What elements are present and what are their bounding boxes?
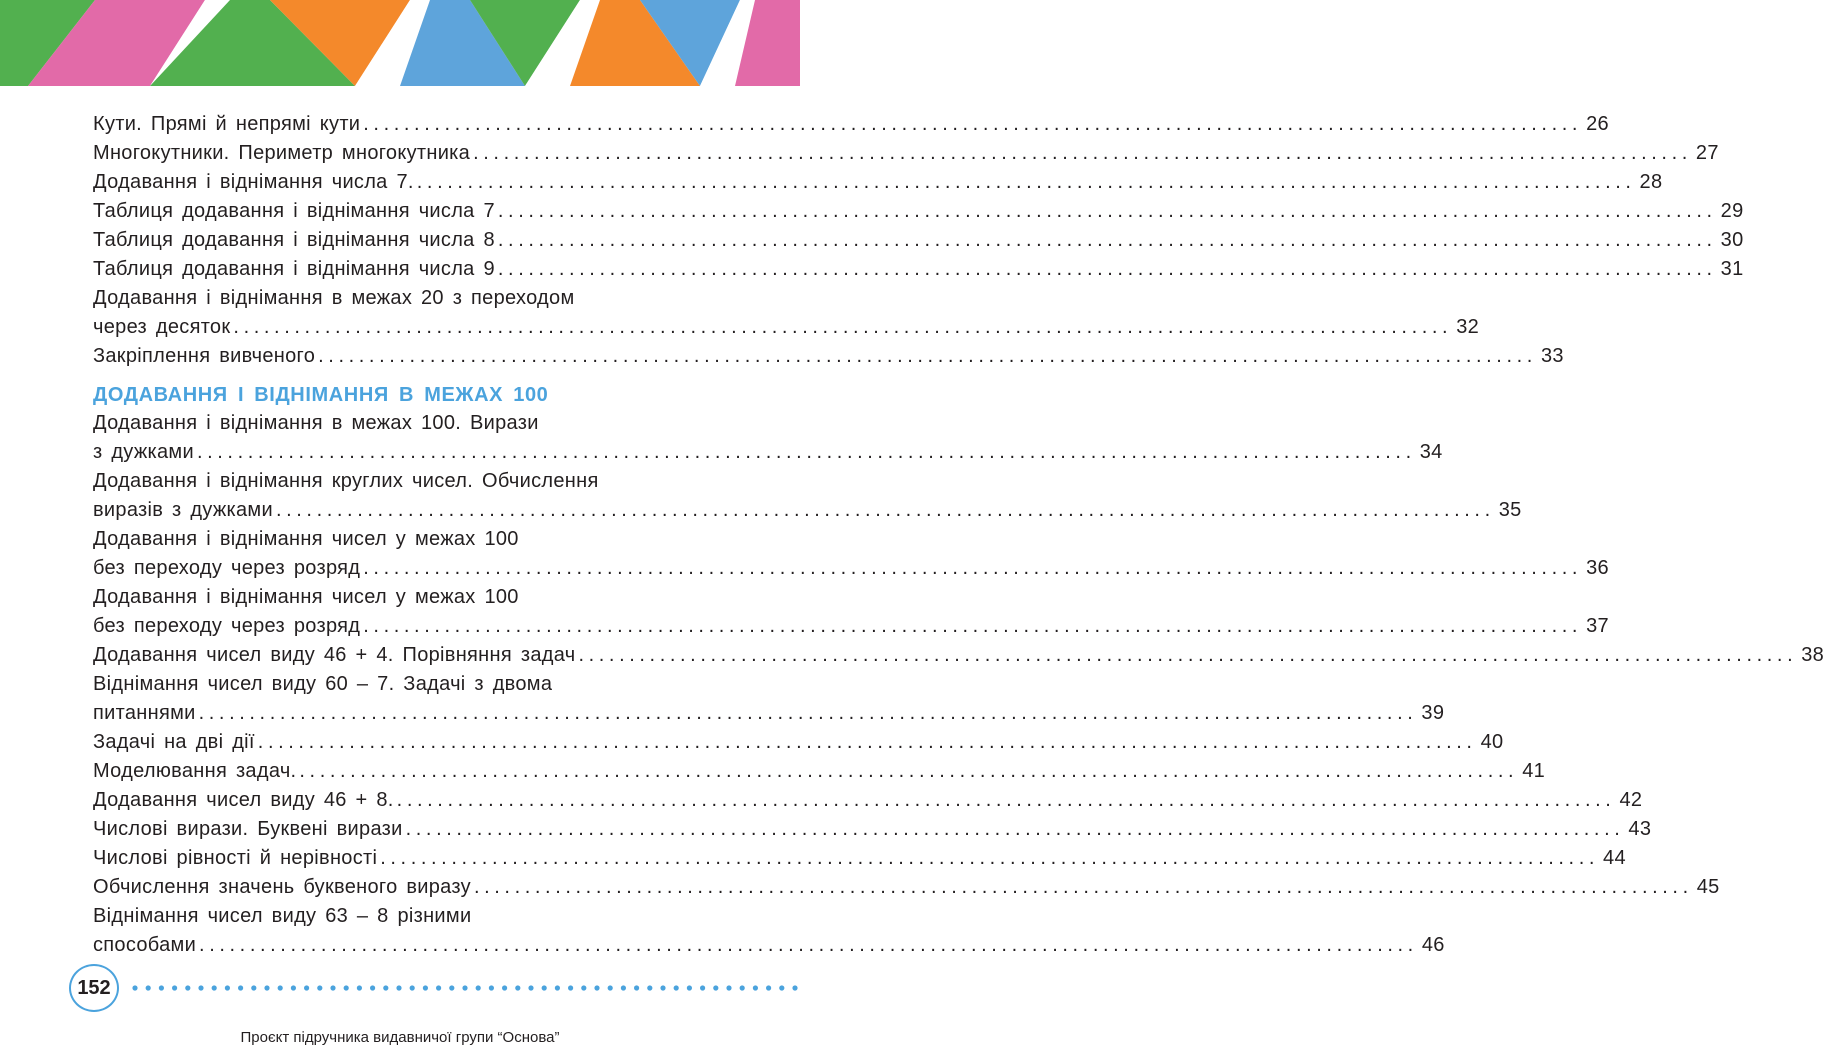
toc-entry <box>93 197 1744 226</box>
toc-entry-page: 37 <box>1586 615 1609 637</box>
decorative-dot <box>542 985 547 990</box>
dot-leader: ........................................................................................................................ <box>363 615 1583 637</box>
decorative-dot <box>581 985 586 990</box>
toc-entry <box>93 902 1445 960</box>
toc-entry-last-line <box>93 168 1663 197</box>
dot-leader: ........................................................................................................................ <box>275 499 1495 521</box>
toc-entry-title-line: Таблиця додавання і віднімання числа 8 <box>93 229 495 251</box>
decorative-dot <box>251 985 256 990</box>
dot-leader: ........................................................................................................................ <box>473 876 1693 898</box>
dot-leader: ........................................................................................................................ <box>578 644 1798 666</box>
dot-leader: ........................................................................................................................ <box>363 557 1583 579</box>
decorative-dot <box>357 985 362 990</box>
toc-entry-last-line <box>93 641 1824 670</box>
toc-entry <box>93 467 1522 525</box>
toc-entry-title-line: Додавання і віднімання чисел у межах 100 <box>93 586 519 608</box>
dot-leader: ........................................................................................................................ <box>416 171 1636 193</box>
toc-entry-title-line: без переходу через розряд <box>93 615 361 637</box>
toc-entry <box>93 786 1643 815</box>
decorative-top-banner <box>0 0 800 86</box>
footer-text: Проєкт підручника видавничої групи “Основа” <box>240 1029 560 1046</box>
toc-entry <box>93 168 1663 197</box>
decorative-dot <box>146 985 151 990</box>
toc-entry <box>93 284 1480 342</box>
toc-entry-last-line <box>93 139 1719 168</box>
toc-entry-last-line <box>93 226 1744 255</box>
page-number-badge <box>69 964 119 1012</box>
decorative-dot <box>370 985 375 990</box>
toc-entry-last-line <box>93 496 1522 525</box>
decorative-dot <box>713 985 718 990</box>
decorative-dot <box>198 985 203 990</box>
dot-leader: ........................................................................................................................ <box>405 818 1625 840</box>
dot-leader: ........................................................................................................................ <box>380 847 1600 869</box>
toc-entry-title-line: Додавання і віднімання в межах 100. Вирази <box>93 412 539 434</box>
toc-entry-page: 46 <box>1421 934 1445 956</box>
toc-entry <box>93 226 1744 255</box>
toc-entry-title-line: Додавання чисел виду 46 + 4. Порівняння задач <box>93 644 576 666</box>
toc-entry <box>93 583 1609 641</box>
decorative-dot <box>792 985 797 990</box>
decorative-dot <box>225 985 230 990</box>
decorative-dot <box>330 985 335 990</box>
dot-leader: ........................................................................................................................ <box>198 702 1418 724</box>
toc-entry-last-line <box>93 342 1564 371</box>
decorative-dot-row <box>131 983 800 993</box>
toc-entry-title-line: Таблиця додавання і віднімання числа 9 <box>93 258 495 280</box>
toc-entry-title-line: Моделювання задач. <box>93 760 297 782</box>
decorative-dot <box>647 985 652 990</box>
decorative-dot <box>291 985 296 990</box>
toc-entry-page: 45 <box>1696 876 1720 898</box>
decorative-dot <box>449 985 454 990</box>
dot-leader: ........................................................................................................................ <box>497 229 1717 251</box>
toc-entry-page: 38 <box>1801 644 1824 666</box>
toc-entry <box>93 815 1652 844</box>
decorative-dot <box>159 985 164 990</box>
decorative-dot <box>555 985 560 990</box>
toc-entry-title-line: з дужками <box>93 441 194 463</box>
decorative-dot <box>766 985 771 990</box>
toc-entry <box>93 409 1443 467</box>
decorative-dot <box>726 985 731 990</box>
toc-entry-last-line <box>93 313 1480 342</box>
decorative-dot <box>660 985 665 990</box>
toc-entry <box>93 670 1445 728</box>
decorative-dot <box>674 985 679 990</box>
toc-entry <box>93 255 1744 284</box>
decorative-dot <box>396 985 401 990</box>
toc-entry-title-line: Числові вирази. Буквені вирази <box>93 818 403 840</box>
page-number: 152 <box>77 976 111 999</box>
table-of-contents <box>93 110 1824 960</box>
decorative-dot <box>594 985 599 990</box>
toc-entry-title-line: Додавання і віднімання круглих чисел. Обчислення <box>93 470 599 492</box>
decorative-dot <box>568 985 573 990</box>
decorative-dot <box>212 985 217 990</box>
decorative-dot <box>700 985 705 990</box>
toc-entry-page: 31 <box>1720 258 1744 280</box>
decorative-dot <box>740 985 745 990</box>
toc-entry-last-line <box>93 197 1744 226</box>
toc-entry-title-line: Таблиця додавання і віднімання числа 7 <box>93 200 495 222</box>
toc-entry-title-line: Додавання і віднімання чисел у межах 100 <box>93 528 519 550</box>
toc-entry-page: 28 <box>1639 171 1663 193</box>
decorative-dot <box>687 985 692 990</box>
decorative-dot <box>317 985 322 990</box>
toc-entry-page: 39 <box>1421 702 1445 724</box>
toc-entry-title-line: Многокутники. Периметр многокутника <box>93 142 471 164</box>
dot-leader: ........................................................................................................................ <box>396 789 1616 811</box>
toc-entry-page: 26 <box>1586 113 1609 135</box>
toc-entry-page: 36 <box>1586 557 1609 579</box>
decorative-dot <box>410 985 415 990</box>
toc-entry-last-line <box>93 110 1609 139</box>
toc-entries-after-heading <box>93 409 1824 960</box>
decorative-dot <box>436 985 441 990</box>
toc-entry <box>93 342 1564 371</box>
dot-leader: ........................................................................................................................ <box>199 934 1418 956</box>
toc-entry-page: 27 <box>1695 142 1719 164</box>
toc-entry-title-line: Віднімання чисел виду 63 – 8 різними <box>93 905 472 927</box>
decorative-dot <box>278 985 283 990</box>
toc-entry-last-line <box>93 554 1609 583</box>
toc-entry-title-line: без переходу через розряд <box>93 557 361 579</box>
decorative-dot <box>621 985 626 990</box>
toc-entry <box>93 757 1546 786</box>
toc-entry <box>93 728 1504 757</box>
toc-entry-title-line: Обчислення значень буквеного виразу <box>93 876 471 898</box>
toc-entries-before-heading <box>93 110 1744 371</box>
toc-entry-last-line <box>93 612 1609 641</box>
toc-entry-last-line <box>93 699 1445 728</box>
decorative-dot <box>185 985 190 990</box>
toc-entry <box>93 844 1626 873</box>
toc-entry-title-line: способами <box>93 934 197 956</box>
toc-entry-title-line: через десяток <box>93 316 231 338</box>
toc-entry-page: 30 <box>1720 229 1744 251</box>
toc-entry-title-line: питаннями <box>93 702 196 724</box>
toc-entry-last-line <box>93 931 1445 960</box>
dot-leader: ........................................................................................................................ <box>473 142 1692 164</box>
dot-leader: ........................................................................................................................ <box>233 316 1453 338</box>
toc-entry-page: 29 <box>1720 200 1744 222</box>
dot-leader: ........................................................................................................................ <box>318 345 1537 367</box>
decorative-dot <box>383 985 388 990</box>
toc-entry-last-line <box>93 438 1443 467</box>
decorative-dot <box>264 985 269 990</box>
toc-entry-page: 44 <box>1603 847 1626 869</box>
toc-entry-page: 43 <box>1628 818 1652 840</box>
toc-entry-title-line: Додавання чисел виду 46 + 8. <box>93 789 394 811</box>
toc-entry-page: 33 <box>1540 345 1564 367</box>
decorative-dot <box>462 985 467 990</box>
toc-entry-page: 40 <box>1480 731 1504 753</box>
toc-entry-last-line <box>93 757 1546 786</box>
toc-entry <box>93 139 1719 168</box>
dot-leader: ........................................................................................................................ <box>363 113 1583 135</box>
section-heading: ДОДАВАННЯ І ВІДНІМАННЯ В МЕЖАХ 100 <box>93 384 549 406</box>
decorative-dot <box>634 985 639 990</box>
dot-leader: ........................................................................................................................ <box>257 731 1477 753</box>
toc-entry-last-line <box>93 728 1504 757</box>
dot-leader: ........................................................................................................................ <box>299 760 1519 782</box>
toc-entry-title-line: Віднімання чисел виду 60 – 7. Задачі з двома <box>93 673 553 695</box>
toc-entry-title-line: Додавання і віднімання в межах 20 з переходом <box>93 287 575 309</box>
toc-entry-last-line <box>93 873 1720 902</box>
toc-entry-title-line: виразів з дужками <box>93 499 273 521</box>
decorative-dot <box>304 985 309 990</box>
decorative-dot <box>344 985 349 990</box>
dot-leader: ........................................................................................................................ <box>497 200 1717 222</box>
decorative-dot <box>528 985 533 990</box>
toc-entry-page: 41 <box>1522 760 1546 782</box>
decorative-dot <box>132 985 137 990</box>
toc-entry-last-line <box>93 255 1744 284</box>
decorative-dot <box>238 985 243 990</box>
decorative-dot <box>608 985 613 990</box>
decorative-dot <box>779 985 784 990</box>
toc-entry <box>93 110 1609 139</box>
toc-entry-title-line: Числові рівності й нерівності <box>93 847 378 869</box>
dot-leader: ........................................................................................................................ <box>497 258 1717 280</box>
toc-entry-last-line <box>93 844 1626 873</box>
toc-entry-title-line: Закріплення вивченого <box>93 345 316 367</box>
toc-entry <box>93 525 1609 583</box>
toc-entry-last-line <box>93 786 1643 815</box>
toc-entry <box>93 873 1720 902</box>
toc-entry-page: 42 <box>1619 789 1643 811</box>
dot-leader: ........................................................................................................................ <box>196 441 1416 463</box>
decorative-dot <box>423 985 428 990</box>
toc-entry-title-line: Кути. Прямі й непрямі кути <box>93 113 361 135</box>
toc-entry-last-line <box>93 815 1652 844</box>
toc-entry-title-line: Задачі на дві дії <box>93 731 255 753</box>
decorative-dot <box>476 985 481 990</box>
toc-entry-title-line: Додавання і віднімання числа 7. <box>93 171 414 193</box>
decorative-dot <box>753 985 758 990</box>
decorative-dot <box>172 985 177 990</box>
toc-entry-page: 35 <box>1498 499 1522 521</box>
toc-entry-page: 32 <box>1456 316 1480 338</box>
decorative-dot <box>502 985 507 990</box>
decorative-dot <box>515 985 520 990</box>
toc-entry-page: 34 <box>1419 441 1443 463</box>
decorative-dot <box>489 985 494 990</box>
toc-entry <box>93 641 1824 670</box>
